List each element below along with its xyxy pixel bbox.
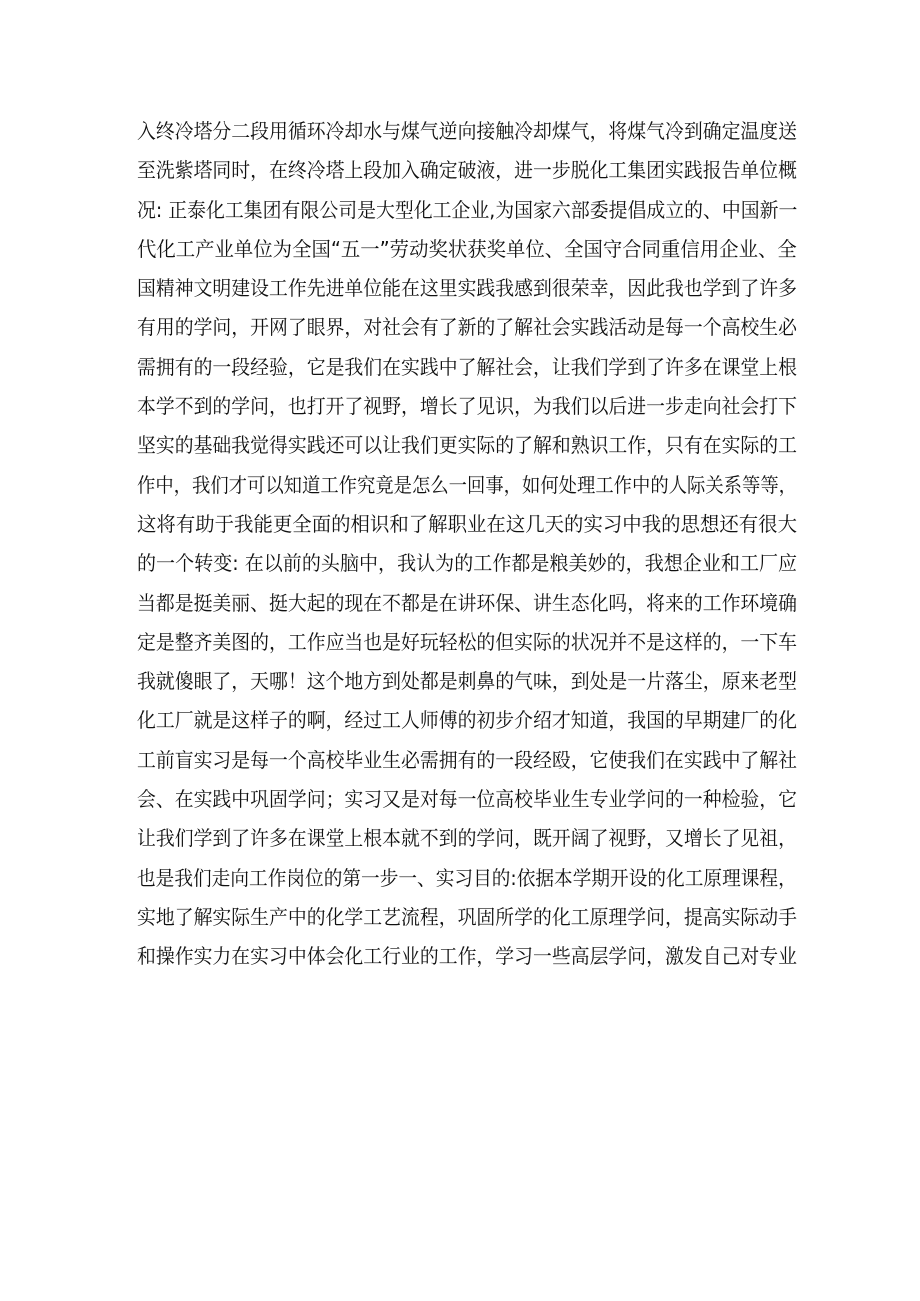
text-line-12: 的一个转变: 在以前的头脑中，我认为的工作都是粮美妙的，我想企业和工厂应 — [137, 551, 798, 576]
text-line-8: 本学不到的学问，也打开了视野，增长了见识，为我们以后进一步走向社会打下 — [137, 394, 797, 419]
body-text — [137, 112, 797, 977]
text-line-16: 化工厂就是这样子的啊，经过工人师傅的初步介绍才知道，我国的早期建厂的化 — [137, 708, 797, 733]
text-line-11: 这将有助于我能更全面的相识和了解职业在这几天的实习中我的思想还有很大 — [137, 511, 797, 536]
text-line-18: 会、在实践中巩固学问；实习又是对每一位高校毕业生专业学问的一种检验，它 — [137, 787, 797, 812]
text-line-15: 我就傻眼了，天哪！这个地方到处都是刺鼻的气味，到处是一片落尘，原来老型 — [137, 669, 797, 694]
text-line-6: 有用的学问，开网了眼界，对社会有了新的了解社会实践活动是每一个高校生必 — [137, 315, 797, 340]
text-line-4: 代化工产业单位为全国“五一”劳动奖状获奖单位、全国守合同重信用企业、全 — [137, 236, 797, 261]
text-line-17: 工前盲实习是每一个高校毕业生必需拥有的一段经殴，它使我们在实践中了解社 — [137, 747, 797, 772]
text-line-21: 实地了解实际生产中的化学工艺流程，巩固所学的化工原理学问，提高实际动手 — [137, 904, 797, 929]
text-line-14: 定是整齐美图的，工作应当也是好玩轻松的但实际的状况并不是这样的，一下车 — [137, 629, 797, 654]
text-line-1: 入终冷塔分二段用循环冷却水与煤气逆向接触冷却煤气，将煤气冷到确定温度送 — [137, 119, 797, 143]
text-line-10: 作中，我们才可以知道工作究竟是怎么一回事，如何处理工作中的人际关系等等， — [137, 472, 797, 497]
text-line-20: 也是我们走向工作岗位的第一步一、实习目的:依据本学期开设的化工原理课程， — [137, 865, 797, 890]
text-line-3: 况: 正泰化工集团有限公司是大型化工企业,为国家六部委提倡成立的、中国新一 — [137, 197, 798, 222]
text-line-7: 需拥有的一段经验，它是我们在实践中了解社会，让我们学到了许多在课堂上根 — [137, 354, 797, 379]
text-line-2: 至洗紫塔同时，在终冷塔上段加入确定破液，进一步脱化工集团实践报告单位概 — [137, 158, 797, 183]
text-line-19: 让我们学到了许多在课堂上根本就不到的学问，既开阔了视野，又增长了见祖， — [137, 826, 797, 851]
text-line-13: 当都是挺美丽、挺大起的现在不都是在讲环保、讲生态化吗，将来的工作环境确 — [137, 590, 797, 615]
text-line-5: 国精神文明建设工作先进单位能在这里实践我感到很荣幸，因此我也学到了许多 — [137, 276, 797, 301]
text-line-22: 和操作实力在实习中体会化工行业的工作，学习一些高层学问，激发自己对专业 — [137, 944, 797, 969]
text-line-9: 坚实的基础我觉得实践还可以让我们更实际的了解和熟识工作，只有在实际的工 — [137, 433, 797, 458]
